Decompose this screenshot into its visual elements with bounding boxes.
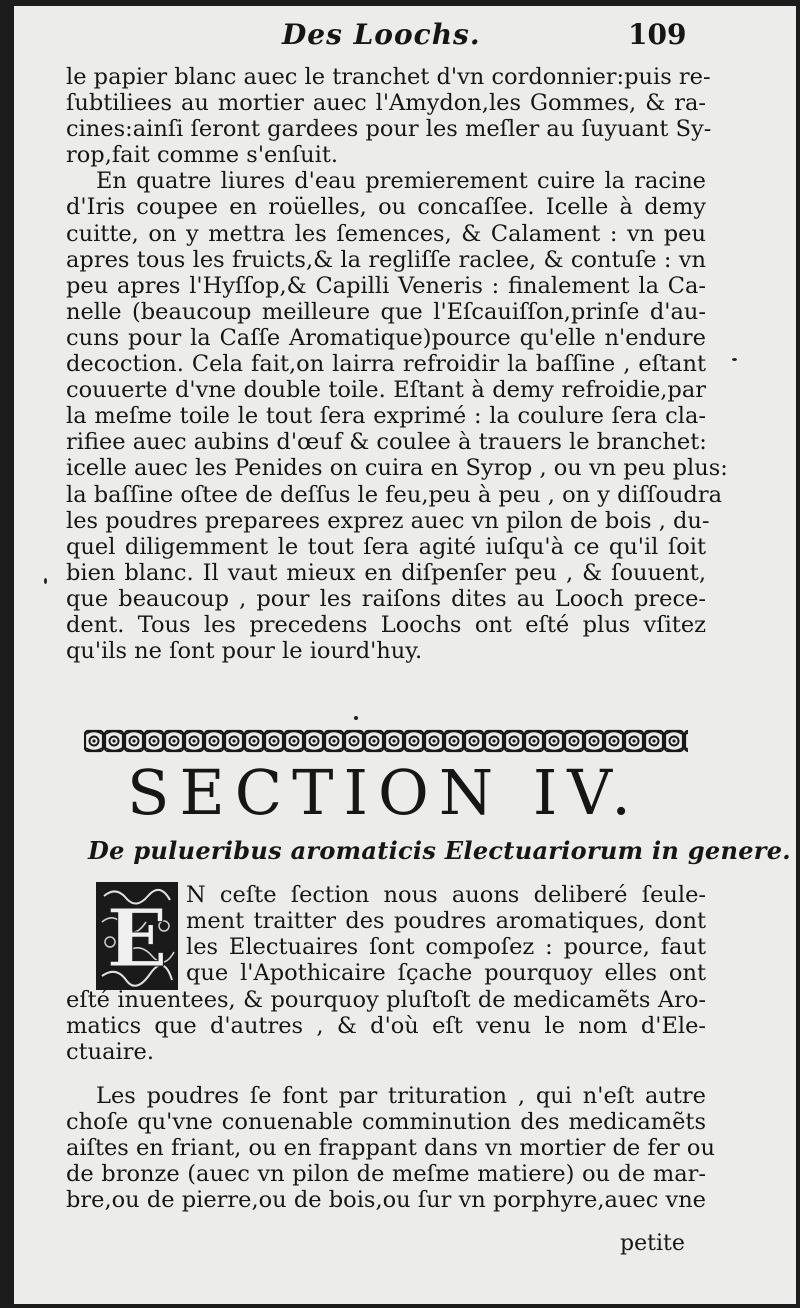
text-line: rifiee auec aubins d'œuf & coulee à trauers le branchet: xyxy=(66,429,707,456)
text-line: d'Iris coupee en roüelles, ou concaſſee. Icelle à demy xyxy=(66,194,706,221)
text-line: apres tous les fruicts,& la regliſſe raclee, & contuſe : vn xyxy=(66,246,706,273)
text-line: couuerte d'vne double toile. Eſtant à demy refroidie,par xyxy=(66,377,706,404)
text-line: En quatre liures d'eau premierement cuire la racine xyxy=(96,168,706,195)
text-block-upper xyxy=(66,64,728,665)
decorative-border xyxy=(84,728,688,754)
text-block-lower xyxy=(66,1083,715,1214)
text-line: la meſme toile le tout ſera exprimé : la coulure ſera cla- xyxy=(66,403,706,430)
text-line: Les poudres ſe font par trituration , qui n'eſt autre xyxy=(96,1083,706,1109)
running-head: Des Loochs. xyxy=(282,18,481,51)
text-line: la baſſine oſtee de deſſus le feu,peu à peu , on y diſſoudra xyxy=(66,481,722,508)
ink-speck xyxy=(44,578,47,584)
catchword: petite xyxy=(620,1231,685,1256)
text-line: que beaucoup , pour les raiſons dites au Looch prece- xyxy=(66,585,706,612)
ink-speck xyxy=(732,358,737,361)
text-line: ctuaire. xyxy=(66,1039,154,1066)
decorated-initial-letter xyxy=(96,882,178,990)
ink-speck xyxy=(354,716,358,720)
page-number: 109 xyxy=(628,18,687,51)
text-line: N ceſte ſection nous auons deliberé ſeule- xyxy=(186,882,706,908)
text-line: peu apres l'Hyſſop,& Capilli Veneris : finalement la Ca- xyxy=(66,272,706,299)
section-subtitle: De pulueribus aromaticis Electuariorum in genere. xyxy=(88,836,791,865)
text-line: decoction. Cela fait,on lairra refroidir la baſſine , eſtant xyxy=(66,351,706,378)
section-title: SECTION IV. xyxy=(127,756,641,829)
text-line: rop,fait comme s'enſuit. xyxy=(66,142,339,169)
text-line: eſté inuentees, & pourquoy pluſtoſt de medicamẽts Aro- xyxy=(66,987,706,1013)
text-line: dent. Tous les precedens Loochs ont eſté plus vſitez xyxy=(66,611,706,638)
text-line: qu'ils ne ſont pour le iourd'huy. xyxy=(66,638,423,665)
page-header xyxy=(14,18,796,58)
text-line: cines:ainſi ſeront gardees pour les meſler au ſuyuant Sy- xyxy=(66,116,712,143)
text-line: aiſtes en friant, ou en frappant dans vn mortier de fer ou xyxy=(66,1135,715,1162)
section-intro-full xyxy=(66,987,706,1065)
text-line: matics que d'autres , & d'où eſt venu le nom d'Ele- xyxy=(66,1013,706,1040)
text-line: cuitte, on y mettra les ſemences, & Calament : vn peu xyxy=(66,220,706,247)
text-line: quel diligemment le tout ſera agité iuſqu'à ce qu'il ſoit xyxy=(66,533,706,560)
text-line: ment traitter des poudres aromatiques, dont xyxy=(186,908,706,935)
text-line: les Electuaires ſont compoſez : pource, faut xyxy=(186,934,706,961)
text-line: nelle (beaucoup meilleure que l'Eſcauiſſon,prinſe d'au- xyxy=(66,298,706,325)
section-intro-beside-cap xyxy=(186,882,706,986)
text-line: choſe qu'vne conuenable comminution des medicamẽts xyxy=(66,1109,706,1136)
text-line: bre,ou de pierre,ou de bois,ou ſur vn porphyre,auec vne xyxy=(66,1187,706,1214)
text-line: icelle auec les Penides on cuira en Syrop , ou vn peu plus: xyxy=(66,455,728,482)
text-line: de bronze (auec vn pilon de meſme matiere) ou de mar- xyxy=(66,1161,706,1188)
text-line: les poudres preparees exprez auec vn pilon de bois , du- xyxy=(66,507,710,534)
text-line: le papier blanc auec le tranchet d'vn cordonnier:puis re- xyxy=(66,64,711,90)
book-page xyxy=(14,6,796,1304)
text-line: bien blanc. Il vaut mieux en diſpenſer peu , & ſouuent, xyxy=(66,559,706,586)
text-line: que l'Apothicaire ſçache pourquoy elles ont xyxy=(186,960,706,987)
initial-letter: E xyxy=(106,891,168,985)
text-line: ſubtiliees au mortier auec l'Amydon,les Gommes, & ra- xyxy=(66,90,706,117)
text-line: cuns pour la Caſſe Aromatique)pource qu'elle n'endure xyxy=(66,324,706,351)
